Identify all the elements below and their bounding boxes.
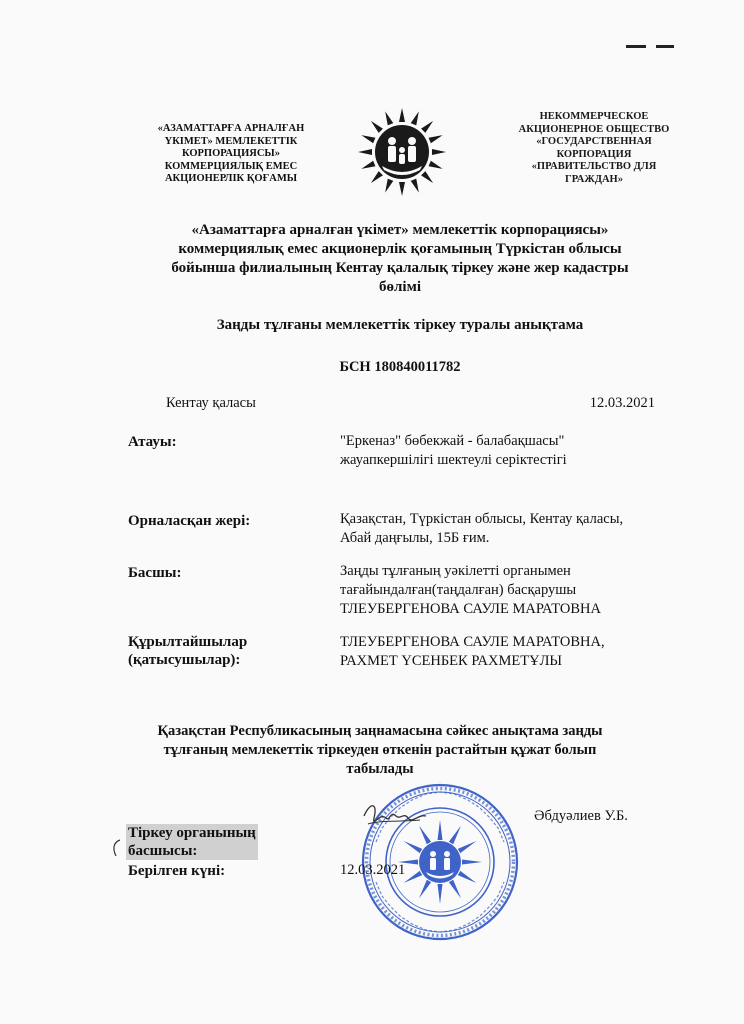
corner-mark-left bbox=[626, 45, 646, 48]
signer-name: Әбдуәлиев У.Б. bbox=[534, 808, 628, 824]
registrar-role-label bbox=[126, 806, 258, 860]
location-value: Қазақстан, Түркістан облысы, Кентау қаласы, Абай даңғылы, 15Б ғим. bbox=[340, 511, 624, 546]
document-issuer-title: «Азаматтарға арналған үкімет» мемлекеттік корпорациясы» коммерциялық емес акционерлік қоғамының Түркістан облысы бойынша филиалының Кентау қалалық тіркеу және жер кадастры бөлімі bbox=[171, 222, 629, 295]
corner-mark-right bbox=[656, 45, 674, 48]
founders-label: Құрылтайшылар (қатысушылар): bbox=[128, 634, 248, 668]
handwritten-signature-icon bbox=[360, 798, 430, 838]
issued-label: Берілген күні: bbox=[128, 863, 226, 879]
header-left-org: «АЗАМАТТАРҒА АРНАЛҒАН ҮКІМЕТ» МЕМЛЕКЕТТІК КОРПОРАЦИЯСЫ» КОММЕРЦИЯЛЫҚ ЕМЕС АКЦИОНЕРЛІК ҚОҒАМЫ bbox=[157, 123, 305, 184]
head-value: Заңды тұлғаның уәкілетті органымен тағайындалған(таңдалған) басқарушы ТЛЕУБЕРГЕНОВА САУЛЕ МАРАТОВНА bbox=[340, 563, 601, 617]
location-label: Орналасқан жері: bbox=[128, 513, 251, 529]
bin-number: БСН 180840011782 bbox=[339, 359, 461, 375]
head-label: Басшы: bbox=[128, 565, 182, 581]
family-sun-logo-icon bbox=[358, 108, 446, 196]
name-value: "Еркеназ" бөбекжай - балабақшасы" жауапкершілігі шектеулі серіктестігі bbox=[340, 433, 567, 468]
legal-statement: Қазақстан Республикасының заңнамасына сәйкес анықтама заңды тұлғаның мемлекеттік тіркеуден өткенін растайтын құжат болып табылады bbox=[157, 723, 603, 777]
document-subtitle: Заңды тұлғаны мемлекеттік тіркеу туралы анықтама bbox=[216, 317, 584, 333]
issue-date-top: 12.03.2021 bbox=[589, 395, 655, 411]
registrar-role-text: Тіркеу органының басшысы: bbox=[128, 825, 256, 859]
founders-value: ТЛЕУБЕРГЕНОВА САУЛЕ МАРАТОВНА, РАХМЕТ ҮСЕНБЕК РАХМЕТҰЛЫ bbox=[340, 634, 605, 669]
header-right-org: НЕКОММЕРЧЕСКОЕ АКЦИОНЕРНОЕ ОБЩЕСТВО «ГОСУДАРСТВЕННАЯ КОРПОРАЦИЯ «ПРАВИТЕЛЬСТВО ДЛЯ ГРАЖДАН» bbox=[518, 111, 670, 185]
name-label: Атауы: bbox=[128, 434, 177, 450]
margin-mark bbox=[110, 838, 124, 858]
issued-date: 12.03.2021 bbox=[340, 862, 406, 878]
issue-city: Кентау қаласы bbox=[166, 395, 256, 411]
